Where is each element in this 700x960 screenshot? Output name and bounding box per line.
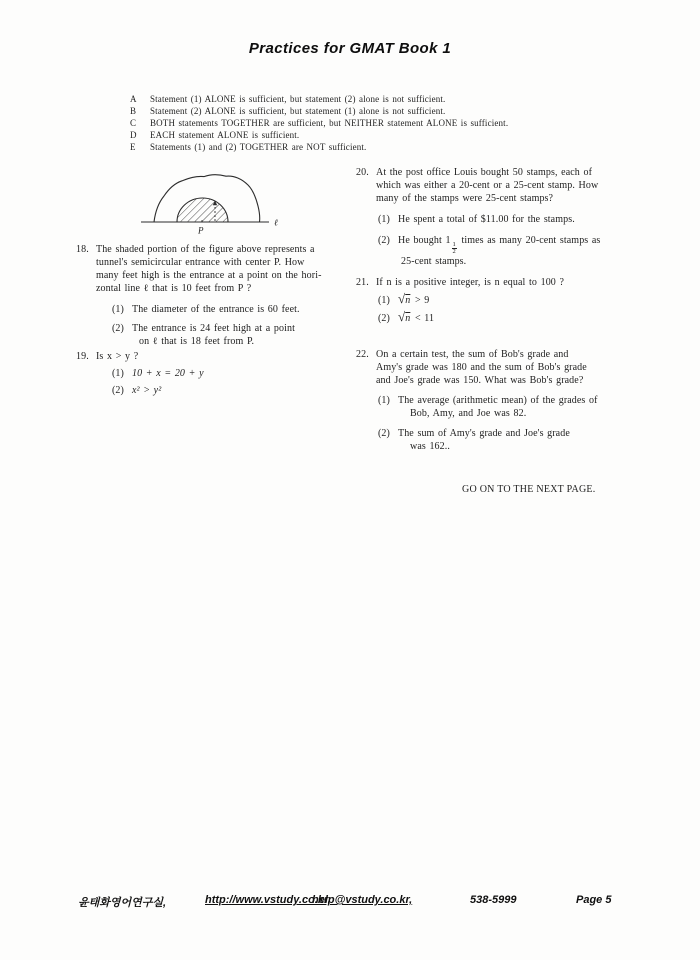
statement-text: The average (arithmetic mean) of the grades of Bob, Amy, and Joe was 82. [398,395,598,419]
statement-label: (2) [378,313,390,324]
statement-1 [376,213,648,226]
option-text: Statement (2) ALONE is sufficient, but statement (1) alone is not sufficient. [150,106,446,116]
question-number: 22. [356,349,369,360]
statement-text: 10 + x = 20 + y [132,368,204,379]
statement-text: He spent a total of $11.00 for the stamps. [398,214,575,225]
question-text-line: Amy's grade was 180 and the sum of Bob's grade [376,362,587,373]
instruction-option-a [130,93,508,105]
statement-relation: > 9 [411,295,430,306]
question-text-line: which was either a 20-cent or a 25-cent stamp. How [376,180,599,191]
option-text: Statements (1) and (2) TOGETHER are NOT sufficient. [150,142,367,152]
question-text-line: many feet high is the entrance at a point on the hori- [96,270,322,281]
statement-text: The diameter of the entrance is 60 feet. [132,304,300,315]
page-footer [0,894,700,910]
question-text-line: On a certain test, the sum of Bob's grade and [376,349,569,360]
tunnel-figure [138,172,288,236]
statement-label: (1) [112,304,124,315]
statement-label: (2) [378,428,390,439]
statement-text: The entrance is 24 feet high at a point on ℓ that is 18 feet from P. [132,323,295,347]
figure-point-label: P [198,225,204,236]
question-text-line: tunnel's semicircular entrance with center P. How [96,257,305,268]
instruction-option-b [130,105,508,117]
statement-label: (1) [112,368,124,379]
statement-text: The sum of Amy's grade and Joe's grade was 162.. [398,428,570,452]
question-19 [76,350,358,397]
statement-text [398,309,435,325]
option-text: Statement (1) ALONE is sufficient, but statement (2) alone is not sufficient. [150,94,446,104]
question-20 [356,166,648,268]
answer-choices-instructions [130,93,508,153]
statement-text-part: times as many 20-cent stamps as [457,235,601,246]
option-letter: B [130,106,137,116]
instruction-option-c [130,117,508,129]
instruction-option-d [130,129,508,141]
statement-text [398,291,430,307]
sqrt-radicand: n [405,295,411,306]
footer-phone: 538-5999 [470,894,517,906]
page-title: Practices for GMAT Book 1 [248,40,452,57]
statement-label: (2) [112,323,124,334]
footer-email-text: help@vstudy.co.kr, [312,894,413,906]
question-18 [76,243,358,348]
statement-2 [96,322,358,348]
sqrt-symbol: √ [398,309,406,324]
statement-label: (1) [378,214,390,225]
sqrt-symbol: √ [398,291,406,306]
statement-label: (2) [112,385,124,396]
question-text-line: The shaded portion of the figure above represents a [96,244,315,255]
statement-2 [376,427,648,453]
option-letter: D [130,130,137,140]
question-text-line: zontal line ℓ that is 10 feet from P ? [96,283,252,294]
question-number: 18. [76,244,89,255]
statement-1 [96,367,358,380]
option-letter: A [130,94,137,104]
statement-label: (2) [378,235,390,246]
question-number: 21. [356,277,369,288]
question-text-line: At the post office Louis bought 50 stamps, each of [376,167,593,178]
statement-label: (1) [378,395,390,406]
footer-url-text: http://www.vstudy.co.kr, [205,894,331,906]
figure-line-label: ℓ [274,217,278,228]
option-letter: C [130,118,137,128]
question-number: 20. [356,167,369,178]
statement-label: (1) [378,295,390,306]
statement-1 [96,303,358,316]
statement-relation: < 11 [411,313,435,324]
question-22 [356,348,648,453]
footer-lab-name: 윤태화영어연구실, [78,897,167,909]
instruction-option-e [130,141,508,153]
question-text-line: many of the stamps were 25-cent stamps? [376,193,554,204]
fraction-one-half: $\frac{1}{2}$ [452,241,456,255]
statement-text-part: He bought 1 [398,235,451,246]
statement-2 [96,384,358,397]
option-text: EACH statement ALONE is sufficient. [150,130,300,140]
question-text-line: and Joe's grade was 150. What was Bob's grade? [376,375,584,386]
option-text: BOTH statements TOGETHER are sufficient, but NEITHER statement ALONE is sufficient. [150,118,509,128]
statement-2 [376,234,648,268]
question-21 [356,276,648,325]
go-on-next-page-text: GO ON TO THE NEXT PAGE. [462,484,596,495]
statement-2 [376,309,648,325]
statement-1 [376,291,648,307]
statement-1 [376,394,648,420]
footer-page-number: Page 5 [576,894,612,906]
semicircle-entrance [177,198,228,222]
question-text-line: If n is a positive integer, is n equal to 100 ? [376,277,565,288]
question-number: 19. [76,351,89,362]
statement-text: x² > y² [132,385,162,396]
question-text-line: Is x > y ? [96,351,139,362]
option-letter: E [130,142,136,152]
statement-text: He bought 1 $\frac{1}{2}$ times as many 20-cent stamps as 25-cent stamps. [398,235,601,267]
sqrt-radicand: n [405,313,411,324]
